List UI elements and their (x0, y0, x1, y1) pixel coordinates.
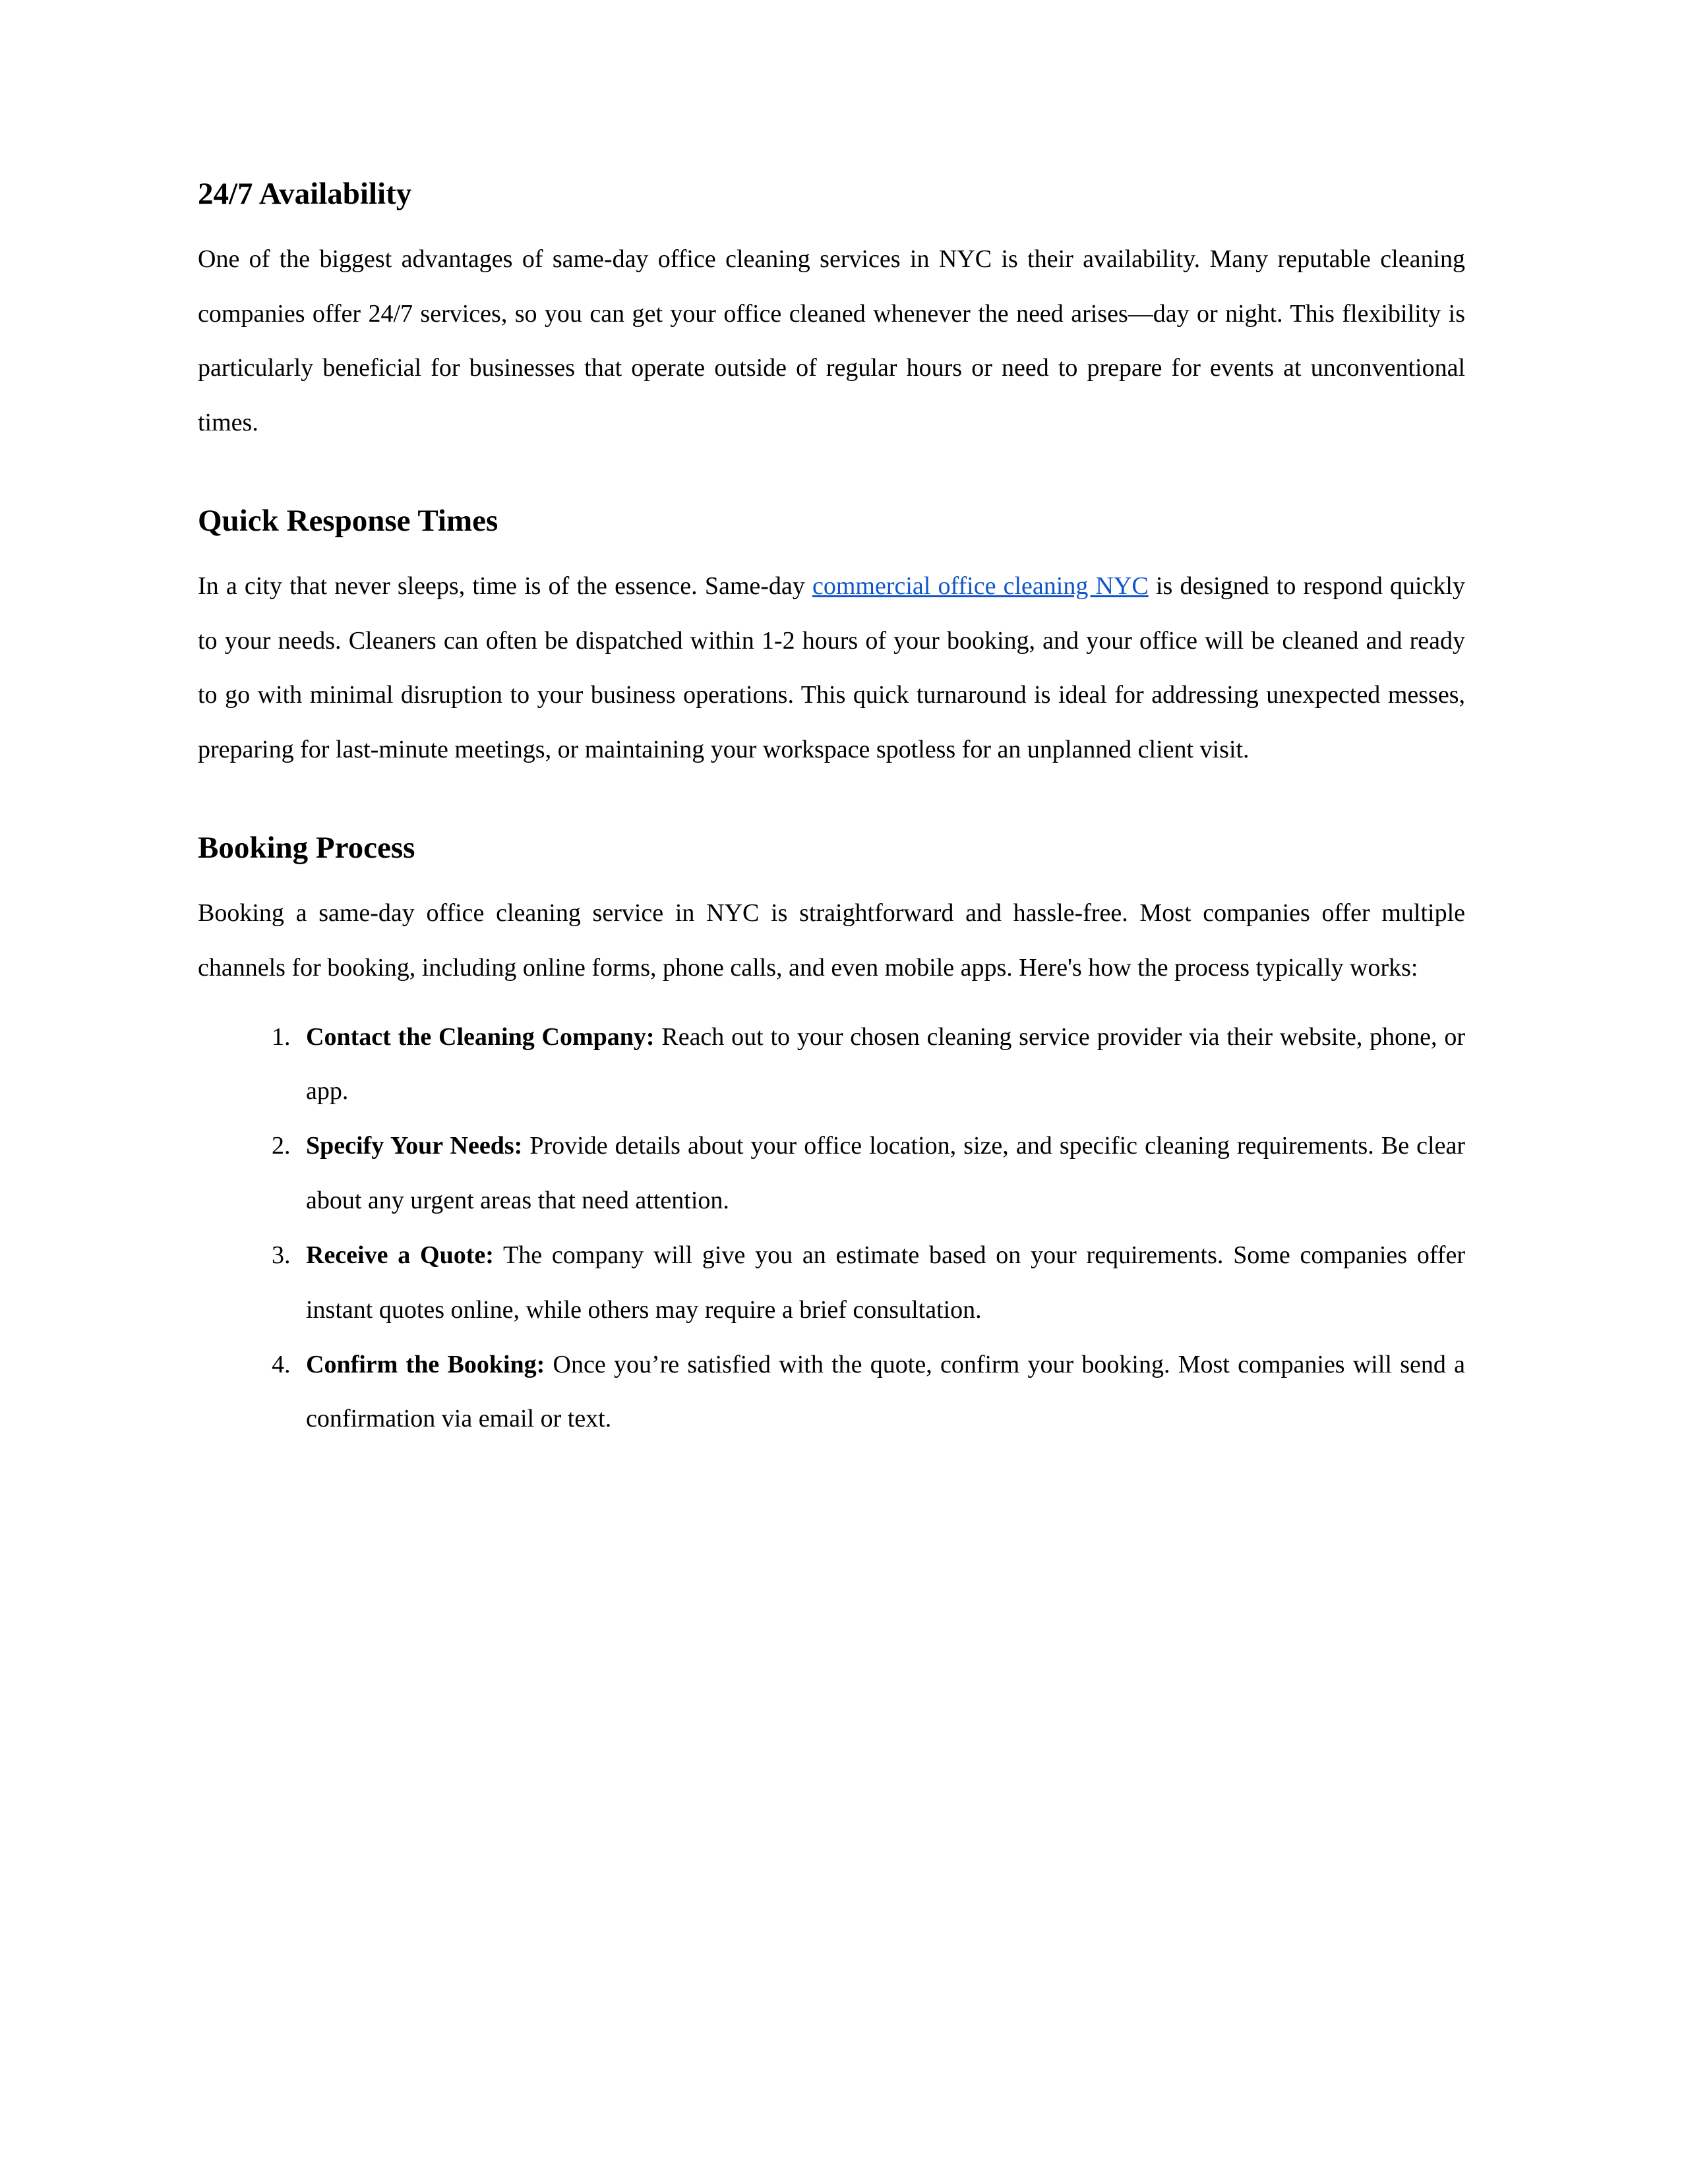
list-item-quote (297, 1228, 1465, 1338)
step-text-confirm: Once you’re satisfied with the quote, confirm your booking. Most companies will send a confirmation via email or text. (306, 1350, 1465, 1433)
step-text-quote: The company will give you an estimate based on your requirements. Some companies offer instant quotes online, while others may require a brief consultation. (306, 1241, 1465, 1324)
step-text-contact: Reach out to your chosen cleaning service provider via their website, phone, or app. (306, 1022, 1465, 1106)
step-title-confirm: Confirm the Booking: (306, 1350, 545, 1378)
step-title-quote: Receive a Quote: (306, 1241, 494, 1269)
list-item-contact (297, 1010, 1465, 1119)
paragraph-availability: One of the biggest advantages of same-day office cleaning services in NYC is their availability. Many reputable cleaning companies offer 24/7 services, so you can get your office cleaned whenever the need arises—day or night. This flexibility is particularly beneficial for businesses that operate outside of regular hours or need to prepare for events at unconventional times. (198, 245, 1465, 437)
heading-booking-process: Booking Process (198, 831, 415, 866)
booking-steps-list (198, 1010, 1465, 1447)
paragraph-quick-response (198, 559, 1465, 777)
list-item-specify (297, 1119, 1465, 1228)
step-text-specify: Provide details about your office location, size, and specific cleaning requirements. Be clear about any urgent areas that need attention. (306, 1132, 1465, 1215)
commercial-office-cleaning-link[interactable]: commercial office cleaning NYC (812, 572, 1149, 600)
heading-availability: 24/7 Availability (198, 177, 412, 211)
step-title-specify: Specify Your Needs: (306, 1132, 523, 1160)
quick-response-text-before-link: In a city that never sleeps, time is of the essence. Same-day (198, 572, 812, 600)
heading-quick-response: Quick Response Times (198, 504, 498, 539)
list-item-confirm (297, 1338, 1465, 1447)
step-title-contact: Contact the Cleaning Company: (306, 1022, 655, 1051)
quick-response-text-after-link: is designed to respond quickly to your needs. Cleaners can often be dispatched within 1-2 hours of your booking, and your office will be cleaned and ready to go with minimal disruption to your business operations. This quick turnaround is ideal for addressing unexpected messes, preparing for last-minute meetings, or maintaining your workspace spotless for an unplanned client visit. (198, 572, 1465, 764)
paragraph-booking-process: Booking a same-day office cleaning service in NYC is straightforward and hassle-free. Most companies offer multiple channels for booking, including online forms, phone calls, and even mobile apps. Here's how the process typically works: (198, 899, 1465, 982)
